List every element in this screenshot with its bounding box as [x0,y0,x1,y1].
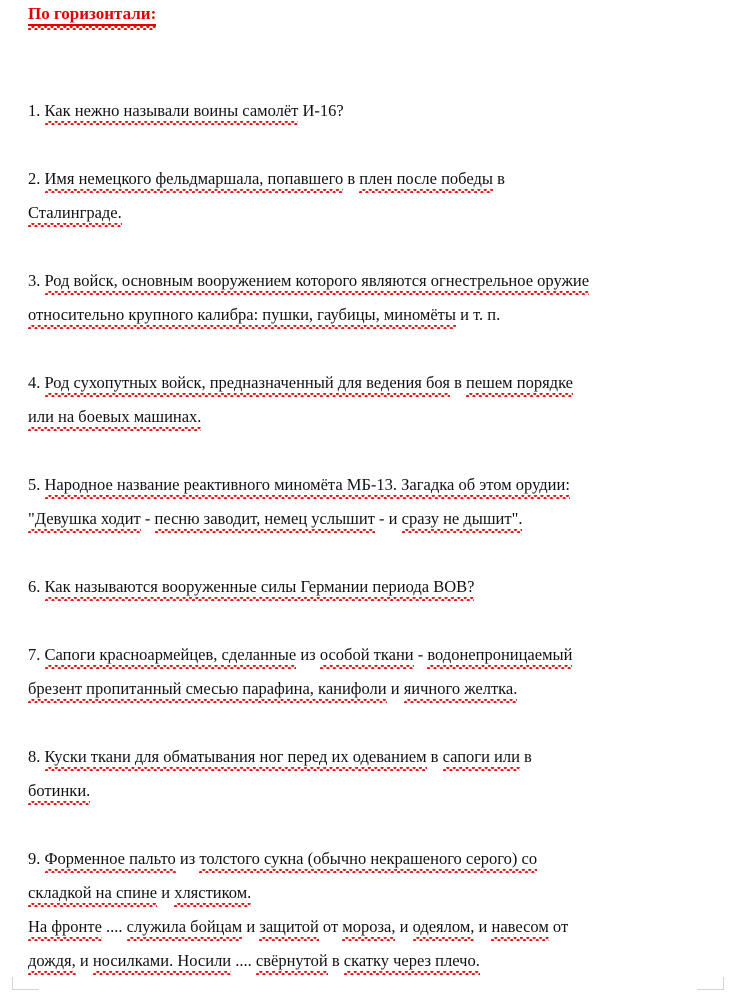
clue-line [28,842,700,876]
spellcheck-run: сапоги или [443,740,520,774]
clue-spacer [28,706,700,740]
spellcheck-run: хлястиком. [174,876,251,910]
clue-line [28,196,700,230]
spellcheck-run: брезент пропитанный смесью парафина, канифоли [28,672,387,706]
page-margin-mark-bottom-left [12,977,39,990]
spellcheck-run: ботинки. [28,774,90,808]
clue-line [28,944,700,978]
clue-line [28,910,700,944]
clue-list [28,94,700,978]
clue-line [28,638,700,672]
spellcheck-run: Как нежно называли воины самолёт [45,94,299,128]
plain-run: .... [235,951,252,970]
plain-run: и [399,917,409,936]
spellcheck-run: свёрнутой [256,944,328,978]
clue-line [28,366,700,400]
spellcheck-run: дождя, [28,944,76,978]
clue-item [28,468,700,536]
clue-line [28,94,700,128]
clue-spacer [28,434,700,468]
spellcheck-run: Народное название реактивного миномёта МБ-13. Загадка об этом орудии: [45,468,570,502]
spellcheck-run: Форменное пальто [45,842,176,876]
clue-line [28,740,700,774]
spellcheck-run: пешем порядке [466,366,573,400]
plain-run: - [417,645,424,664]
plain-run: и [161,883,171,902]
plain-run: И-16? [302,101,344,120]
clue-line [28,774,700,808]
clue-line [28,468,700,502]
plain-run: .... [106,917,123,936]
heading-spacer [28,26,700,60]
clue-line [28,162,700,196]
clue-item [28,638,700,706]
clue-line [28,298,700,332]
plain-run: и [388,509,398,528]
plain-run: 9. [28,849,41,868]
clue-spacer [28,230,700,264]
spellcheck-run: яичного желтка. [404,672,518,706]
clue-spacer [28,604,700,638]
spellcheck-run: одеялом, [413,910,475,944]
plain-run: в [430,747,439,766]
plain-run: в [524,747,532,766]
clue-item [28,740,700,808]
spellcheck-run: служила бойцам [127,910,243,944]
page-margin-mark-bottom-right [697,977,724,990]
clue-item [28,162,700,230]
spellcheck-run: водонепроницаемый [427,638,572,672]
spellcheck-run: относительно крупного калибра: пушки, гаубицы, миномёты [28,298,456,332]
clue-spacer [28,332,700,366]
plain-run: из [300,645,316,664]
plain-run: в [497,169,505,188]
spellcheck-run: Род сухопутных войск, предназначенный для ведения боя [45,366,450,400]
spellcheck-run: скатку через плечо. [344,944,480,978]
clue-line [28,400,700,434]
spellcheck-run: плен после победы [359,162,493,196]
plain-run: 5. [28,475,41,494]
spellcheck-run: Сапоги красноармейцев, сделанные [45,638,297,672]
plain-run: - [144,509,151,528]
clue-item [28,94,700,128]
spellcheck-run: толстого сукна (обычно некрашеного серого) со [199,842,537,876]
clue-line [28,672,700,706]
spellcheck-run: Имя немецкого фельдмаршала, попавшего [45,162,344,196]
spellcheck-run: Сталинграде. [28,196,122,230]
spellcheck-run: Как называются вооруженные силы Германии периода ВОВ? [45,570,475,604]
section-heading-text: По горизонтали: [28,4,156,26]
spellcheck-run: навесом [491,910,548,944]
document-body [28,0,700,978]
plain-run: от [552,917,569,936]
spellcheck-run: защитой [259,910,318,944]
plain-run: и [390,679,400,698]
clue-spacer [28,536,700,570]
plain-run: и [79,951,89,970]
plain-run: и [460,305,469,324]
spellcheck-run: складкой на спине [28,876,157,910]
spellcheck-run: мороза, [342,910,395,944]
clue-spacer [28,128,700,162]
clue-line [28,502,700,536]
plain-run: в [331,951,340,970]
section-heading [28,0,700,26]
plain-run: 3. [28,271,41,290]
plain-run: 1. [28,101,41,120]
plain-run: 6. [28,577,41,596]
plain-run: 7. [28,645,41,664]
plain-run: и [478,917,488,936]
spellcheck-run: На фронте [28,910,102,944]
plain-run: 8. [28,747,41,766]
clue-line [28,264,700,298]
plain-run: и [246,917,256,936]
plain-run: в [454,373,462,392]
spellcheck-run: сразу не дышит". [402,502,523,536]
plain-run: в [347,169,356,188]
plain-run: п. [487,305,501,324]
spellcheck-run: Куски ткани для обматывания ног перед их одеванием [45,740,427,774]
plain-run: 2. [28,169,41,188]
spellcheck-run: носилками. Носили [93,944,231,978]
clue-item [28,264,700,332]
spellcheck-run: песню заводит, немец услышит [155,502,375,536]
clue-item [28,842,700,978]
plain-run: из [179,849,196,868]
spellcheck-run: или на боевых машинах. [28,400,201,434]
plain-run: т. [473,305,484,324]
plain-run: - [379,509,385,528]
spellcheck-run: Род войск, основным вооружением которого являются огнестрельное оружие [45,264,590,298]
plain-run: от [322,917,339,936]
clue-line [28,876,700,910]
heading-spacer-2 [28,60,700,94]
clue-spacer [28,808,700,842]
clue-line [28,570,700,604]
clue-item [28,366,700,434]
spellcheck-run: "Девушка ходит [28,502,141,536]
clue-item [28,570,700,604]
spellcheck-run: особой ткани [320,638,414,672]
plain-run: 4. [28,373,41,392]
